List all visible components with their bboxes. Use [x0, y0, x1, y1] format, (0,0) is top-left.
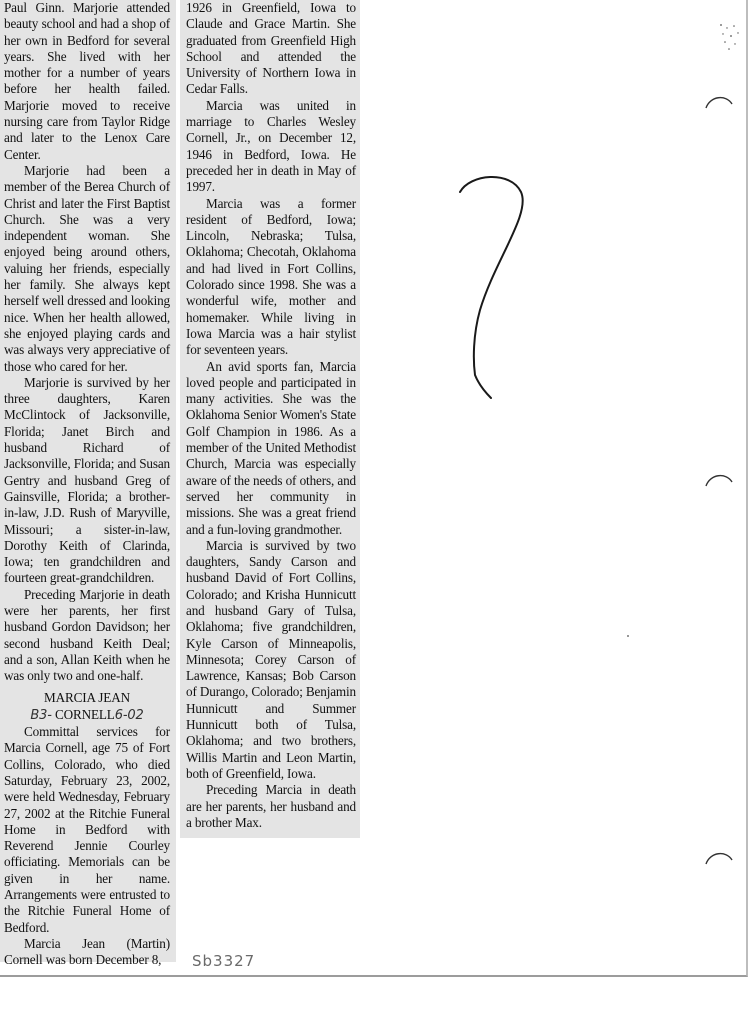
right-paragraph-5: Marcia is survived by two daughters, Sandy Carson and husband David of Fort Collins, Colorado; and Krisha Hunnicutt and husband Gary of Tulsa, Oklahoma; five grandchildren, Kyle Carson of Minneapolis, Minnesota; Corey Carson of Lawrence, Kansas; Bob Carson of Durango, Colorado; Benjamin Hunnicutt and Summer Hunnicutt both of Tulsa, Oklahoma; and two brothers, Willis Martin and Leon Martin, both of Greenfield, Iowa. [186, 537, 356, 781]
left-paragraph-5: Committal services for Marcia Cornell, age 75 of Fort Collins, Colorado, who died Saturday, February 23, 2002, were held Wednesday, February 27, 2002 at the Ritchie Funeral Home in Bedford with Reverend Jennie Courley officiating. Memorials can be given in her name. Arrangements were entrusted to the Ritchie Funeral Home of Bedford. [4, 724, 170, 935]
obituary-column-left [4, 0, 170, 969]
left-paragraph-1: Paul Ginn. Marjorie attended beauty school and had a shop of her own in Bedford for several years. She lived with her mother for a number of years before her health failed. Marjorie moved to receive nursing care from Taylor Ridge and later to the Lenox Care Center. [4, 0, 170, 162]
left-paragraph-6: Marcia Jean (Martin) Cornell was born December 8, [4, 935, 170, 968]
scan-dot [627, 635, 629, 637]
left-paragraph-2: Marjorie had been a member of the Berea Church of Christ and later the First Baptist Church. She was a very independent woman. She enjoyed being around others, valuing her friends, especially her family. She always kept herself well dressed and looking nice. When her health allowed, she enjoyed playing cards and was always very appreciative of those who cared for her. [4, 162, 170, 374]
obituary-heading-surname [4, 707, 170, 724]
punch-hole-icon [704, 470, 734, 490]
obituary-heading-name: MARCIA JEAN [44, 690, 130, 706]
scan-speckle-icon [718, 22, 742, 52]
handwritten-prefix: B3- [30, 707, 52, 723]
right-paragraph-4: An avid sports fan, Marcia loved people and participated in many activities. She was the Oklahoma Senior Women's State Golf Champion in 1986. As a member of the United Methodist Church, Marcia was especially aware of the needs of others, and served her community in missions. She was a great friend and a fun-loving grandmother. [186, 358, 356, 537]
right-paragraph-1: 1926 in Greenfield, Iowa to Claude and Grace Martin. She graduated from Greenfield High School and attended the University of Northern Iowa in Cedar Falls. [186, 0, 356, 97]
handwritten-reference-number: Sb3327 [192, 952, 256, 970]
right-paragraph-6: Preceding Marcia in death are her parents, her husband and a brother Max. [186, 782, 356, 830]
left-paragraph-3: Marjorie is survived by her three daughters, Karen McClintock of Jacksonville, Florida; Janet Birch and husband Richard of Jacksonville, Florida; and Susan Gentry and husband Greg of Gainsville, Florida; a brother-in-law, J.D. Rush of Maryville, Missouri; a sister-in-law, Dorothy Keith of Clarinda, Iowa; ten grandchildren and fourteen great-grandchildren. [4, 374, 170, 586]
right-paragraph-3: Marcia was a former resident of Bedford, Iowa; Lincoln, Nebraska; Tulsa, Oklahoma; Checotah, Oklahoma and had lived in Fort Collins, Colorado since 1998. She was a wonderful wife, mother and homemaker. While living in Iowa Marcia was a hair stylist for seventeen years. [186, 195, 356, 358]
right-paragraph-2: Marcia was united in marriage to Charles Wesley Cornell, Jr., on December 12, 1946 in Bedford, Iowa. He preceded her in death in May of 1997. [186, 97, 356, 195]
punch-hole-icon [704, 848, 734, 868]
handwritten-suffix: 6-02 [114, 707, 144, 723]
heading-surname-text: CORNELL [54, 706, 115, 722]
left-paragraph-4: Preceding Marjorie in death were her parents, her first husband Gordon Davidson; her second husband Keith Deal; and a son, Allan Keith when he was only two and one-half. [4, 586, 170, 684]
obituary-column-right [186, 0, 356, 831]
punch-hole-icon [704, 92, 734, 112]
handwritten-question-mark-icon [455, 170, 535, 410]
